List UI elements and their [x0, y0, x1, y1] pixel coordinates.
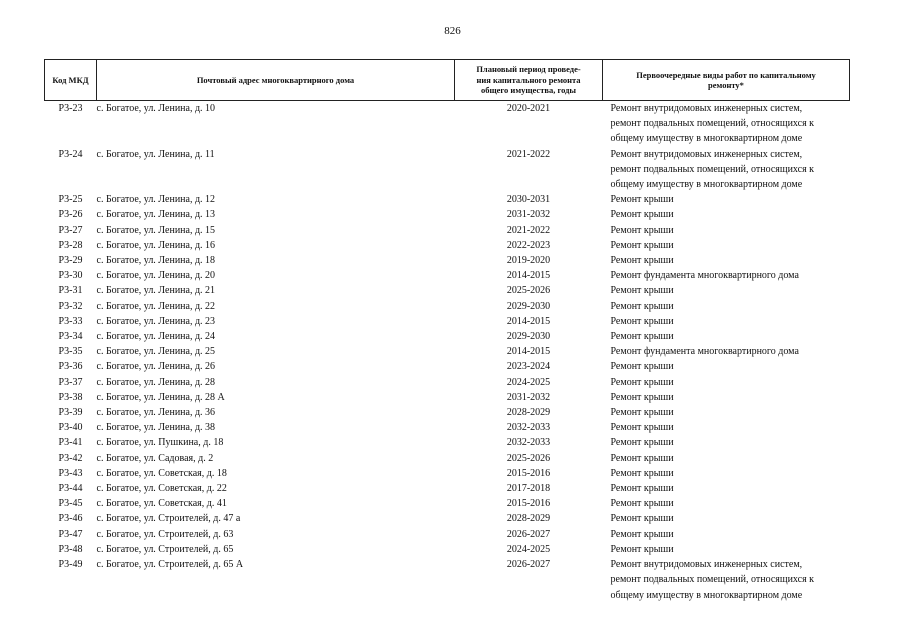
works-cell [603, 375, 850, 390]
address-cell: с. Богатое, ул. Ленина, д. 11 [96, 148, 215, 160]
address-cell: с. Богатое, ул. Ленина, д. 23 [96, 315, 216, 327]
address-cell: с. Богатое, ул. Советская, д. 22 [96, 483, 227, 495]
repair-period-cell: 2022-2023 [506, 239, 551, 251]
works-cell [603, 192, 850, 207]
address-cell: с. Богатое, ул. Строителей, д. 65 [96, 543, 234, 555]
table-row [45, 329, 850, 344]
works-cell [603, 557, 850, 603]
header-row [45, 60, 850, 101]
works-line: Ремонт внутридомовых инженерных систем, [610, 148, 803, 160]
mkd-code-cell: Р3-24 [58, 148, 83, 160]
works-line: Ремонт крыши [610, 543, 674, 555]
table-row [45, 253, 850, 268]
address-cell: с. Богатое, ул. Ленина, д. 16 [96, 239, 216, 251]
works-line: Ремонт фундамента многоквартирного дома [610, 346, 799, 358]
page-number: 826 [444, 25, 461, 37]
table-row [45, 283, 850, 298]
address-cell: с. Богатое, ул. Ленина, д. 12 [96, 194, 216, 206]
table-row [45, 223, 850, 238]
mkd-code-cell: Р3-41 [58, 437, 83, 449]
address-cell: с. Богатое, ул. Пушкина, д. 18 [96, 437, 224, 449]
mkd-code-cell: Р3-30 [58, 270, 83, 282]
works-line: Ремонт крыши [610, 315, 674, 327]
repair-period-cell: 2025-2026 [506, 285, 551, 297]
works-cell [603, 329, 850, 344]
works-line: Ремонт крыши [610, 194, 674, 206]
table-row [45, 420, 850, 435]
address-cell: с. Богатое, ул. Строителей, д. 65 А [96, 559, 244, 571]
address-cell: с. Богатое, ул. Ленина, д. 18 [96, 255, 216, 267]
works-line: Ремонт крыши [610, 407, 674, 419]
header-period-line: Плановый период проведе- [476, 64, 581, 75]
header-address: Почтовый адрес многоквартирного дома [97, 60, 455, 101]
address-cell: с. Богатое, ул. Ленина, д. 38 [96, 422, 216, 434]
repair-period-cell: 2024-2025 [506, 376, 551, 388]
header-works-line: ремонту* [708, 80, 744, 90]
address-cell: с. Богатое, ул. Ленина, д. 20 [96, 270, 216, 282]
table-row [45, 466, 850, 481]
repair-period-cell: 2029-2030 [506, 300, 551, 312]
address-cell: с. Богатое, ул. Ленина, д. 28 А [96, 391, 225, 403]
works-line: Ремонт крыши [610, 452, 674, 464]
header-period-line: общего имущества, годы [480, 85, 577, 96]
table-row [45, 557, 850, 603]
works-line: Ремонт крыши [610, 255, 674, 267]
mkd-code-cell: Р3-28 [58, 239, 83, 251]
works-cell [603, 207, 850, 222]
table-row [45, 101, 850, 147]
works-line: Ремонт крыши [610, 391, 674, 403]
address-cell: с. Богатое, ул. Ленина, д. 15 [96, 224, 216, 236]
works-cell [603, 451, 850, 466]
housing-registry-table [44, 59, 850, 603]
works-cell [603, 283, 850, 298]
works-cell [603, 223, 850, 238]
works-cell [603, 299, 850, 314]
mkd-code-cell: Р3-23 [58, 103, 83, 114]
address-cell: с. Богатое, ул. Строителей, д. 63 [96, 528, 234, 540]
works-cell [603, 359, 850, 374]
repair-period-cell: 2026-2027 [506, 528, 551, 540]
repair-period-cell: 2021-2022 [506, 224, 551, 236]
repair-period-cell: 2015-2016 [506, 498, 551, 510]
repair-period-cell: 2028-2029 [506, 513, 551, 525]
works-cell [603, 420, 850, 435]
table-row [45, 542, 850, 557]
works-line: Ремонт крыши [610, 528, 674, 540]
mkd-code-cell: Р3-35 [58, 346, 83, 358]
address-cell: с. Богатое, ул. Ленина, д. 21 [96, 285, 216, 297]
address-cell: с. Богатое, ул. Ленина, д. 13 [96, 209, 216, 221]
mkd-code-cell: Р3-31 [58, 285, 83, 297]
works-line: Ремонт фундамента многоквартирного дома [610, 270, 799, 282]
table-row [45, 405, 850, 420]
works-line: Ремонт крыши [610, 467, 674, 479]
table-row [45, 268, 850, 283]
header-code: Код МКД [45, 60, 97, 101]
mkd-code-cell: Р3-45 [58, 498, 83, 510]
repair-period-cell: 2031-2032 [506, 209, 551, 221]
mkd-code-cell: Р3-44 [58, 483, 83, 495]
mkd-code-cell: Р3-26 [58, 209, 83, 221]
works-line: Ремонт внутридомовых инженерных систем, [610, 559, 803, 571]
works-line: Ремонт крыши [610, 300, 674, 312]
works-line: Ремонт крыши [610, 437, 674, 449]
works-cell [603, 390, 850, 405]
works-cell [603, 147, 850, 193]
works-cell [603, 466, 850, 481]
works-cell [603, 435, 850, 450]
repair-period-cell: 2021-2022 [506, 148, 551, 160]
repair-period-cell: 2032-2033 [506, 422, 551, 434]
table-header [45, 60, 850, 101]
header-works [603, 60, 850, 101]
mkd-code-cell: Р3-32 [58, 300, 83, 312]
address-cell: с. Богатое, ул. Ленина, д. 26 [96, 361, 216, 373]
table-row [45, 238, 850, 253]
mkd-code-cell: Р3-34 [58, 331, 83, 343]
repair-period-cell: 2014-2015 [506, 270, 551, 282]
works-line: Ремонт внутридомовых инженерных систем, [610, 103, 803, 114]
works-cell [603, 314, 850, 329]
address-cell: с. Богатое, ул. Ленина, д. 24 [96, 331, 216, 343]
works-cell [603, 481, 850, 496]
works-line: ремонт подвальных помещений, относящихся к [610, 574, 815, 586]
works-line: Ремонт крыши [610, 331, 674, 343]
works-line: общему имуществу в многоквартирном доме [610, 179, 803, 191]
mkd-code-cell: Р3-25 [58, 194, 83, 206]
table-row [45, 435, 850, 450]
repair-period-cell: 2023-2024 [506, 361, 551, 373]
table-row [45, 375, 850, 390]
works-cell [603, 527, 850, 542]
header-works-line: Первоочередные виды работ по капитальному [636, 69, 816, 80]
table-row [45, 511, 850, 526]
repair-period-cell: 2030-2031 [506, 194, 551, 206]
mkd-code-cell: Р3-42 [58, 452, 83, 464]
repair-period-cell: 2025-2026 [506, 452, 551, 464]
works-line: ремонт подвальных помещений, относящихся к [610, 118, 815, 130]
repair-period-cell: 2017-2018 [506, 483, 551, 495]
repair-period-cell: 2029-2030 [506, 331, 551, 343]
works-line: Ремонт крыши [610, 224, 674, 236]
address-cell: с. Богатое, ул. Советская, д. 18 [96, 467, 227, 479]
mkd-code-cell: Р3-48 [58, 543, 83, 555]
repair-period-cell: 2014-2015 [506, 315, 551, 327]
table-body [45, 101, 850, 603]
table-row [45, 314, 850, 329]
mkd-code-cell: Р3-36 [58, 361, 83, 373]
mkd-code-cell: Р3-49 [58, 559, 83, 571]
works-line: Ремонт крыши [610, 483, 674, 495]
mkd-code-cell: Р3-46 [58, 513, 83, 525]
works-cell [603, 542, 850, 557]
table-row [45, 481, 850, 496]
table-row [45, 147, 850, 193]
works-line: Ремонт крыши [610, 209, 674, 221]
table-row [45, 390, 850, 405]
table-row [45, 207, 850, 222]
address-cell: с. Богатое, ул. Ленина, д. 22 [96, 300, 216, 312]
works-line: Ремонт крыши [610, 422, 674, 434]
repair-period-cell: 2026-2027 [506, 559, 551, 571]
mkd-code-cell: Р3-29 [58, 255, 83, 267]
table-row [45, 299, 850, 314]
mkd-code-cell: Р3-40 [58, 422, 83, 434]
repair-period-cell: 2019-2020 [506, 255, 551, 267]
address-cell: с. Богатое, ул. Ленина, д. 28 [96, 376, 216, 388]
table-row [45, 496, 850, 511]
table-row [45, 527, 850, 542]
repair-period-cell: 2024-2025 [506, 543, 551, 555]
works-line: общему имуществу в многоквартирном доме [610, 589, 803, 601]
mkd-code-cell: Р3-33 [58, 315, 83, 327]
works-line: Ремонт крыши [610, 376, 674, 388]
table-row [45, 451, 850, 466]
header-period [455, 60, 603, 101]
address-cell: с. Богатое, ул. Садовая, д. 2 [96, 452, 214, 464]
mkd-code-cell: Р3-27 [58, 224, 83, 236]
works-line: Ремонт крыши [610, 361, 674, 373]
works-line: Ремонт крыши [610, 498, 674, 510]
address-cell: с. Богатое, ул. Советская, д. 41 [96, 498, 227, 510]
repair-period-cell: 2014-2015 [506, 346, 551, 358]
works-cell [603, 496, 850, 511]
table-row [45, 359, 850, 374]
works-cell [603, 101, 850, 147]
works-cell [603, 253, 850, 268]
repair-period-cell: 2020-2021 [506, 103, 551, 114]
works-cell [603, 268, 850, 283]
header-period-line: ния капитального ремонта [476, 74, 581, 85]
mkd-code-cell: Р3-43 [58, 467, 83, 479]
address-cell: с. Богатое, ул. Ленина, д. 25 [96, 346, 216, 358]
repair-period-cell: 2031-2032 [506, 391, 551, 403]
mkd-code-cell: Р3-37 [58, 376, 83, 388]
mkd-code-cell: Р3-39 [58, 407, 83, 419]
table-row [45, 192, 850, 207]
works-cell [603, 405, 850, 420]
address-cell: с. Богатое, ул. Строителей, д. 47 а [96, 513, 241, 525]
works-line: Ремонт крыши [610, 239, 674, 251]
repair-period-cell: 2032-2033 [506, 437, 551, 449]
works-cell [603, 511, 850, 526]
works-line: Ремонт крыши [610, 513, 674, 525]
works-line: общему имуществу в многоквартирном доме [610, 133, 803, 145]
mkd-code-cell: Р3-38 [58, 391, 83, 403]
repair-period-cell: 2028-2029 [506, 407, 551, 419]
works-line: ремонт подвальных помещений, относящихся к [610, 163, 815, 175]
works-cell [603, 238, 850, 253]
address-cell: с. Богатое, ул. Ленина, д. 36 [96, 407, 216, 419]
table-row [45, 344, 850, 359]
address-cell: с. Богатое, ул. Ленина, д. 10 [96, 103, 216, 114]
mkd-code-cell: Р3-47 [58, 528, 83, 540]
works-cell [603, 344, 850, 359]
works-line: Ремонт крыши [610, 285, 674, 297]
repair-period-cell: 2015-2016 [506, 467, 551, 479]
